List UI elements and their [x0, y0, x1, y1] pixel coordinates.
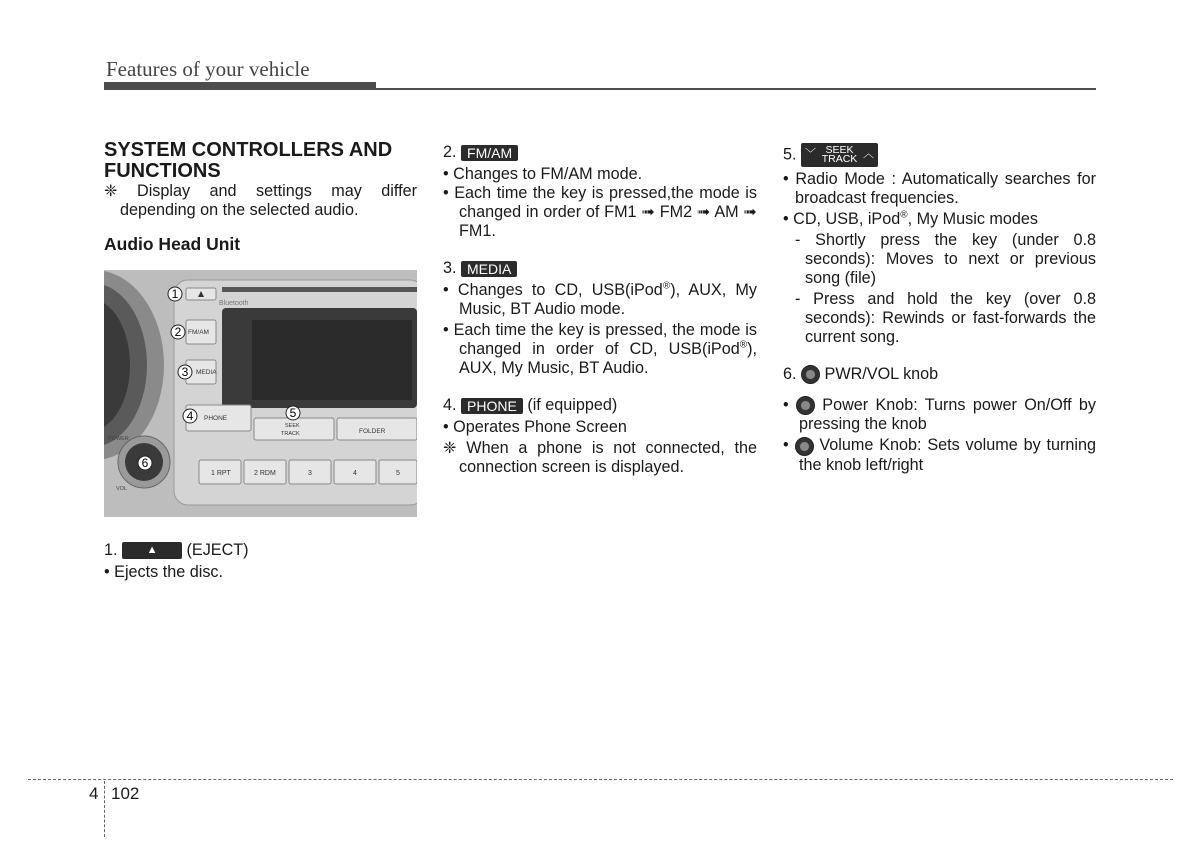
callout-6: 6 — [141, 456, 149, 470]
item-1-eject — [104, 541, 417, 582]
item-5-dash-1: - Shortly press the key (under 0.8 seconds): Moves to next or previous song (file) — [795, 231, 1096, 287]
callout-5: 5 — [289, 406, 297, 420]
preset-4: 4 — [353, 470, 357, 477]
item-6-bullet-2: • Volume Knob: Sets volume by turning the knob left/right — [783, 436, 1097, 474]
svg-text:Bluetooth: Bluetooth — [219, 300, 249, 307]
preset-5: 5 — [396, 470, 400, 477]
page-header-title: Features of your vehicle — [106, 57, 310, 81]
audio-head-unit-photo — [104, 270, 417, 517]
preset-1: 1 RPT — [211, 470, 231, 477]
footer-rule — [28, 779, 1173, 780]
header-rule — [104, 88, 1096, 90]
item-3-line: 3. MEDIA — [443, 259, 757, 278]
phone-key-icon: PHONE — [461, 398, 523, 414]
callout-2: 2 — [174, 325, 182, 339]
item-6-line: 6. PWR/VOL knob — [783, 365, 939, 383]
column-3 — [783, 143, 1096, 475]
item-2-bullet-1: • Changes to FM/AM mode. — [443, 165, 643, 183]
display-note: ❈ Display and settings may differ depending on the selected audio. — [104, 182, 417, 219]
item-6-bullet-1: • Power Knob: Turns power On/Off by pressing the knob — [783, 396, 1096, 434]
fmam-key-icon: FM/AM — [461, 145, 518, 161]
callout-1: 1 — [171, 287, 179, 301]
item-5-bullet-1: • Radio Mode : Automatically searches for broadcast frequencies. — [783, 170, 1096, 207]
svg-text:MEDIA: MEDIA — [196, 369, 217, 376]
head-unit-illustration — [104, 270, 417, 517]
callout-4: 4 — [186, 409, 194, 423]
preset-2: 2 RDM — [254, 470, 276, 477]
subheading-audio-head-unit: Audio Head Unit — [104, 234, 241, 254]
callout-3: 3 — [181, 365, 189, 379]
item-4-bullet-1: • Operates Phone Screen — [443, 418, 627, 436]
item-2-line: 2. FM/AM — [443, 143, 757, 162]
page-number: 102 — [111, 784, 140, 803]
eject-key-icon: ▲ — [122, 542, 182, 559]
section-title: SYSTEM CONTROLLERS AND FUNCTIONS — [104, 139, 393, 182]
item-4-line: 4. PHONE (if equipped) — [443, 396, 618, 414]
preset-3: 3 — [308, 470, 312, 477]
item-3-bullet-1: • Changes to CD, USB(iPod®), AUX, My Music, BT Audio mode. — [443, 280, 757, 318]
svg-text:TRACK: TRACK — [281, 431, 300, 437]
knob-icon — [796, 396, 815, 415]
media-key-icon: MEDIA — [461, 261, 517, 277]
svg-text:FOLDER: FOLDER — [359, 428, 386, 435]
svg-text:VOL: VOL — [116, 486, 128, 492]
item-1-line: 1. ▲ (EJECT) — [104, 541, 249, 559]
item-1-bullet: • Ejects the disc. — [104, 563, 224, 581]
column-1 — [104, 140, 417, 254]
seek-track-key-icon: ﹀ SEEK TRACK ︿ — [801, 143, 878, 167]
item-5-line: 5. ﹀ SEEK TRACK ︿ — [783, 143, 1096, 167]
svg-text:PHONE: PHONE — [204, 415, 228, 422]
knob-icon — [795, 437, 814, 456]
item-5-bullet-2: • CD, USB, iPod®, My Music modes — [783, 209, 1039, 228]
svg-text:POWER: POWER — [108, 436, 129, 442]
item-5-dash-2: - Press and hold the key (over 0.8 seconds): Rewinds or fast-forwards the current song. — [795, 290, 1096, 346]
svg-text:SEEK: SEEK — [285, 423, 300, 429]
column-2 — [443, 143, 757, 477]
item-3-bullet-2: • Each time the key is pressed, the mode is changed in order of CD, USB(iPod®), AUX, My Music, BT Audio. — [443, 321, 757, 377]
footer-divider — [104, 781, 105, 837]
chapter-number: 4 — [89, 784, 99, 803]
knob-icon — [801, 365, 820, 384]
item-4-note: ❈ When a phone is not connected, the connection screen is displayed. — [443, 439, 757, 476]
svg-text:FM/AM: FM/AM — [188, 329, 209, 336]
item-2-bullet-2: • Each time the key is pressed,the mode is changed in order of FM1 ➟ FM2 ➟ AM ➟ FM1. — [443, 184, 757, 240]
